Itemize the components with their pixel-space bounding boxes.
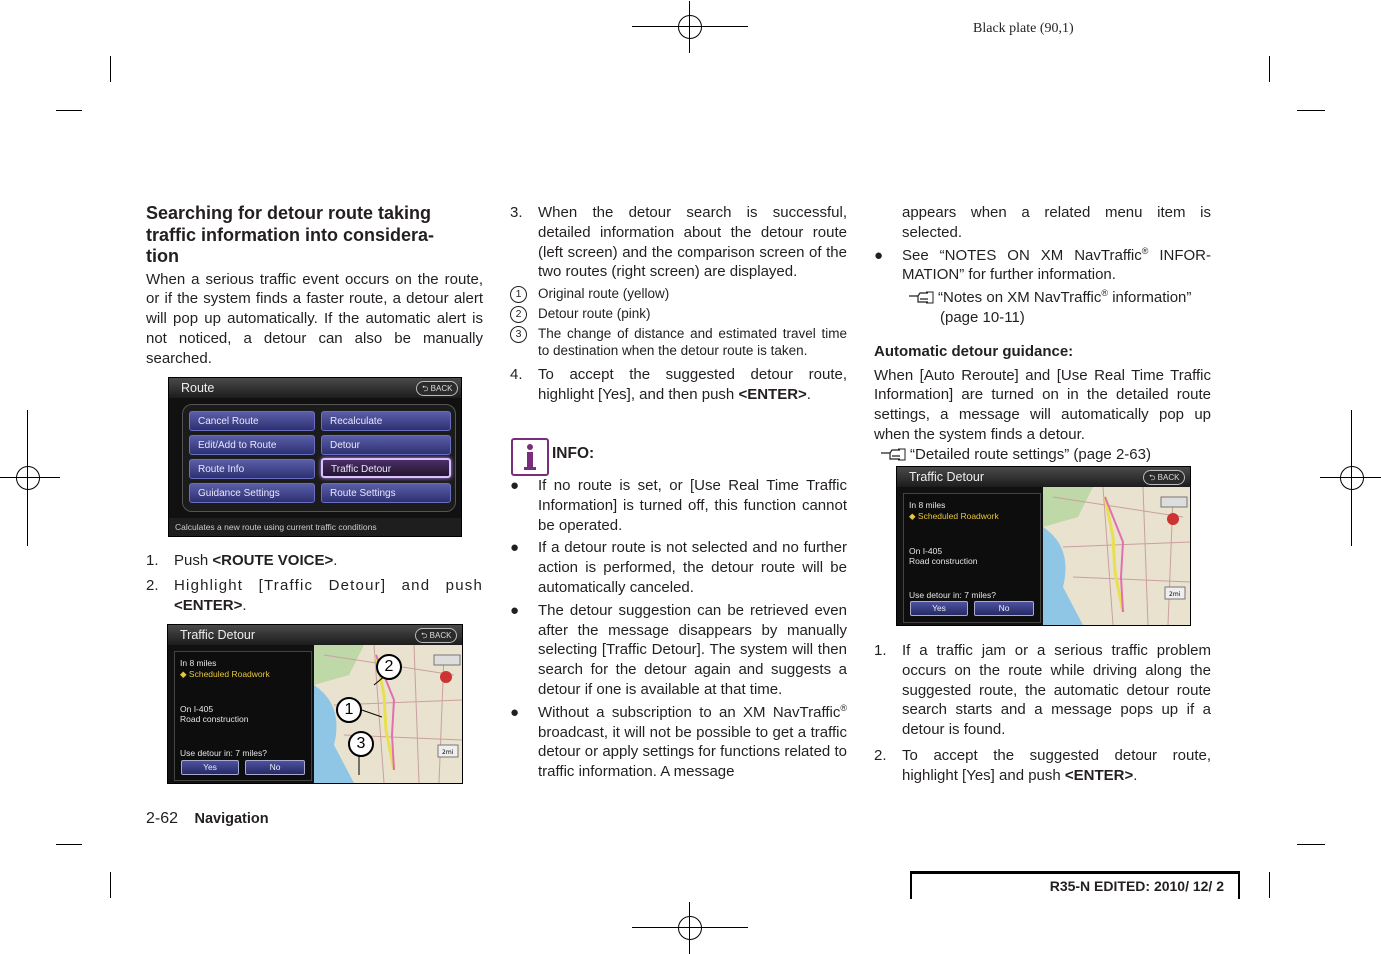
- cancel-route-button[interactable]: Cancel Route: [189, 411, 315, 431]
- screen-status: Calculates a new route using current traffic conditions: [169, 518, 461, 536]
- step-number: 1.: [146, 552, 159, 569]
- screen-title: Traffic Detour: [897, 467, 1190, 487]
- heading-line: tion: [146, 246, 179, 266]
- reference-text: information”: [1108, 289, 1192, 307]
- step-2: [146, 576, 483, 616]
- edit-stamp: R35-N EDITED: 2010/ 12/ 2: [910, 871, 1240, 899]
- traffic-detour-button[interactable]: Traffic Detour: [321, 458, 451, 478]
- bullet-item: [510, 601, 847, 700]
- crop-mark: [56, 110, 82, 111]
- legend-list: [510, 285, 847, 359]
- reference-hand-icon: [908, 290, 934, 304]
- step-punct: .: [1133, 766, 1138, 784]
- step-number: 1.: [874, 642, 887, 659]
- step-text: When the detour search is successful, detailed information about the detour route (left screen) and the comparison screen of the two routes (right screen) are displayed.: [538, 204, 847, 281]
- reference-hand-icon: [880, 447, 906, 461]
- screen-title: Traffic Detour: [168, 625, 462, 645]
- back-button[interactable]: [1143, 470, 1185, 485]
- roadwork-icon: ◆: [180, 669, 187, 679]
- bullet-item: [510, 703, 847, 782]
- bullet-text: If a detour route is not selected and no further action is performed, the detour route will be automatically canceled.: [538, 539, 847, 596]
- step-text: If a traffic jam or a serious traffic problem occurs on the route while driving along the suggested route, the automatic detour route search starts and a message pops up if a detour is found.: [902, 642, 1211, 739]
- bullet-text: Without a subscription to an XM NavTraffic: [538, 703, 841, 721]
- bullet-text: INFOR-MATION” for further information.: [902, 246, 1211, 284]
- comparison-map[interactable]: [1043, 487, 1190, 625]
- legend-text: Original route (yellow): [538, 286, 670, 302]
- route-settings-button[interactable]: Route Settings: [321, 483, 451, 503]
- info-label: INFO:: [552, 445, 595, 462]
- legend-item: [510, 325, 847, 359]
- left-column: [146, 203, 483, 368]
- legend-text: Detour route (pink): [538, 306, 651, 322]
- detour-button[interactable]: Detour: [321, 435, 451, 455]
- registration-mark: [668, 5, 712, 49]
- bullet-text: See “NOTES ON XM NavTraffic: [902, 246, 1142, 264]
- intro-paragraph: When a serious traffic event occurs on the route, or if the system finds a faster route, a detour alert will pop up automatically. If the automatic alert is not noticed, a detour can also be manually searched.: [146, 270, 483, 367]
- step-number: 3.: [510, 204, 523, 221]
- step-text: To accept the suggested detour route, highlight [Yes], and then push: [538, 366, 847, 403]
- subsection-heading: Automatic detour guidance:: [874, 342, 1074, 360]
- route-info-button[interactable]: Route Info: [189, 459, 315, 479]
- bullet-icon: ●: [510, 601, 520, 619]
- step-text: Push: [174, 552, 213, 569]
- step-3: [510, 203, 847, 282]
- detour-info-pane: [174, 651, 312, 781]
- step-text: Highlight [Traffic Detour] and push: [174, 576, 483, 594]
- map-scale: 2mi: [442, 749, 454, 756]
- plate-label: Black plate (90,1): [973, 21, 1074, 36]
- cause-text: Road construction: [180, 714, 249, 724]
- registration-mark: [1330, 456, 1374, 500]
- edit-add-route-button[interactable]: Edit/Add to Route: [189, 435, 315, 455]
- legend-text: The change of distance and estimated travel time to destination when the detour route is taken.: [538, 326, 847, 359]
- left-steps: [146, 551, 483, 615]
- legend-number: 3: [510, 326, 527, 343]
- bullet-text: The detour suggestion can be retrieved even after the message disappears by manually selecting [Traffic Detour]. The system will then search for the detour again and suggests a detour if one is available at that time.: [538, 601, 847, 698]
- crop-mark: [1297, 844, 1325, 845]
- traffic-detour-screen-right: [896, 466, 1191, 626]
- page-footer: [146, 810, 269, 828]
- back-label: BACK: [429, 631, 452, 640]
- step-number: 2.: [146, 576, 159, 594]
- legend-item: [510, 305, 847, 322]
- right-column: [874, 203, 1211, 465]
- detour-info-pane: [903, 493, 1041, 623]
- bullet-text: broadcast, it will not be possible to get a traffic detour or apply settings for functions related to traffic information. A message: [538, 723, 847, 781]
- step-4: [510, 365, 847, 405]
- reference-link[interactable]: [874, 288, 1211, 308]
- road-text: On I-405: [909, 546, 943, 556]
- road-text: On I-405: [180, 704, 214, 714]
- step-1: [874, 641, 1211, 740]
- registered-mark: ®: [1141, 245, 1149, 256]
- crop-mark: [1269, 56, 1270, 82]
- back-label: BACK: [430, 384, 453, 393]
- no-button[interactable]: No: [974, 601, 1034, 616]
- bullet-item: [874, 246, 1211, 286]
- step-number: 4.: [510, 366, 523, 384]
- button-name: <ENTER>: [738, 385, 807, 403]
- middle-column: [510, 203, 847, 405]
- traffic-detour-screen-left: [167, 624, 463, 784]
- button-name: <ENTER>: [1064, 766, 1134, 784]
- heading-line: traffic information into considera-: [146, 224, 435, 245]
- crop-mark: [110, 872, 111, 898]
- page-number: 2-62: [146, 810, 179, 827]
- event-text: [180, 669, 270, 679]
- guidance-settings-button[interactable]: Guidance Settings: [189, 483, 315, 503]
- continued-text: appears when a related menu item is selected.: [902, 204, 1211, 241]
- cause-text: Road construction: [909, 556, 978, 566]
- info-bullets: [510, 476, 847, 785]
- crop-mark: [56, 844, 82, 845]
- section-heading: [146, 203, 483, 268]
- yes-button[interactable]: Yes: [910, 601, 968, 616]
- back-arrow-icon: ⮌: [421, 631, 428, 640]
- registered-mark: ®: [1101, 288, 1109, 299]
- route-menu-screen: [168, 377, 462, 537]
- legend-number: 1: [510, 286, 527, 303]
- bullet-text: If no route is set, or [Use Real Time Traffic Information] is turned off, this function cannot be operated.: [538, 477, 847, 534]
- back-arrow-icon: ⮌: [1149, 473, 1156, 482]
- distance-text: In 8 miles: [180, 658, 217, 668]
- bullet-icon: ●: [874, 246, 884, 264]
- button-name: <ROUTE VOICE>: [212, 552, 334, 569]
- step-1: [146, 551, 483, 571]
- map-scale: 2mi: [1169, 591, 1181, 598]
- callout-1: 1: [336, 697, 362, 723]
- step-text: To accept the suggested detour route, highlight [Yes] and push: [902, 746, 1211, 784]
- event-label: Scheduled Roadwork: [188, 669, 270, 679]
- auto-detour-paragraph: When [Auto Reroute] and [Use Real Time Traffic Information] are turned on in the detailed route settings, a message will automatically pop up when the system finds a detour.: [874, 366, 1211, 443]
- section-name: Navigation: [194, 811, 269, 827]
- reference-text: “Detailed route settings” (page 2-63): [910, 445, 1151, 463]
- event-label: Scheduled Roadwork: [917, 511, 999, 521]
- step-punct: .: [333, 552, 338, 569]
- crop-mark: [110, 56, 111, 82]
- back-label: BACK: [1157, 473, 1180, 482]
- bullet-icon: ●: [510, 539, 520, 557]
- roadwork-icon: ◆: [909, 511, 916, 521]
- screen-title: Route: [169, 378, 461, 398]
- legend-item: [510, 285, 847, 302]
- recalculate-button[interactable]: Recalculate: [321, 411, 451, 431]
- reference-link[interactable]: [874, 445, 1211, 465]
- distance-text: In 8 miles: [909, 500, 946, 510]
- bullet-item: [510, 538, 847, 597]
- event-text: [909, 511, 999, 521]
- crop-mark: [1269, 872, 1270, 898]
- bullet-icon: ●: [510, 477, 520, 494]
- registered-mark: ®: [840, 702, 847, 713]
- callout-3: 3: [348, 731, 374, 757]
- back-button[interactable]: [416, 381, 458, 396]
- detour-question: Use detour in: 7 miles?: [909, 590, 996, 600]
- crop-mark: [1297, 110, 1325, 111]
- reference-text: “Notes on XM NavTraffic: [938, 289, 1102, 307]
- no-button[interactable]: No: [245, 760, 305, 775]
- step-punct: .: [806, 385, 811, 403]
- registration-mark: [668, 906, 712, 950]
- right-steps: [874, 641, 1211, 786]
- back-button[interactable]: [415, 628, 457, 643]
- legend-number: 2: [510, 306, 527, 323]
- reference-page: (page 10-11): [940, 308, 1025, 326]
- bullet-icon: ●: [510, 703, 520, 721]
- step-number: 2.: [874, 746, 887, 764]
- yes-button[interactable]: Yes: [181, 760, 239, 775]
- info-icon: [511, 438, 549, 476]
- heading-line: Searching for detour route taking: [146, 203, 432, 223]
- step-2: [874, 746, 1211, 786]
- callout-2: 2: [376, 654, 402, 680]
- button-name: <ENTER>: [174, 596, 243, 614]
- registration-mark: [6, 456, 50, 500]
- detour-question: Use detour in: 7 miles?: [180, 748, 267, 758]
- bullet-item: [510, 476, 847, 535]
- step-punct: .: [242, 596, 248, 614]
- back-arrow-icon: ⮌: [422, 384, 429, 393]
